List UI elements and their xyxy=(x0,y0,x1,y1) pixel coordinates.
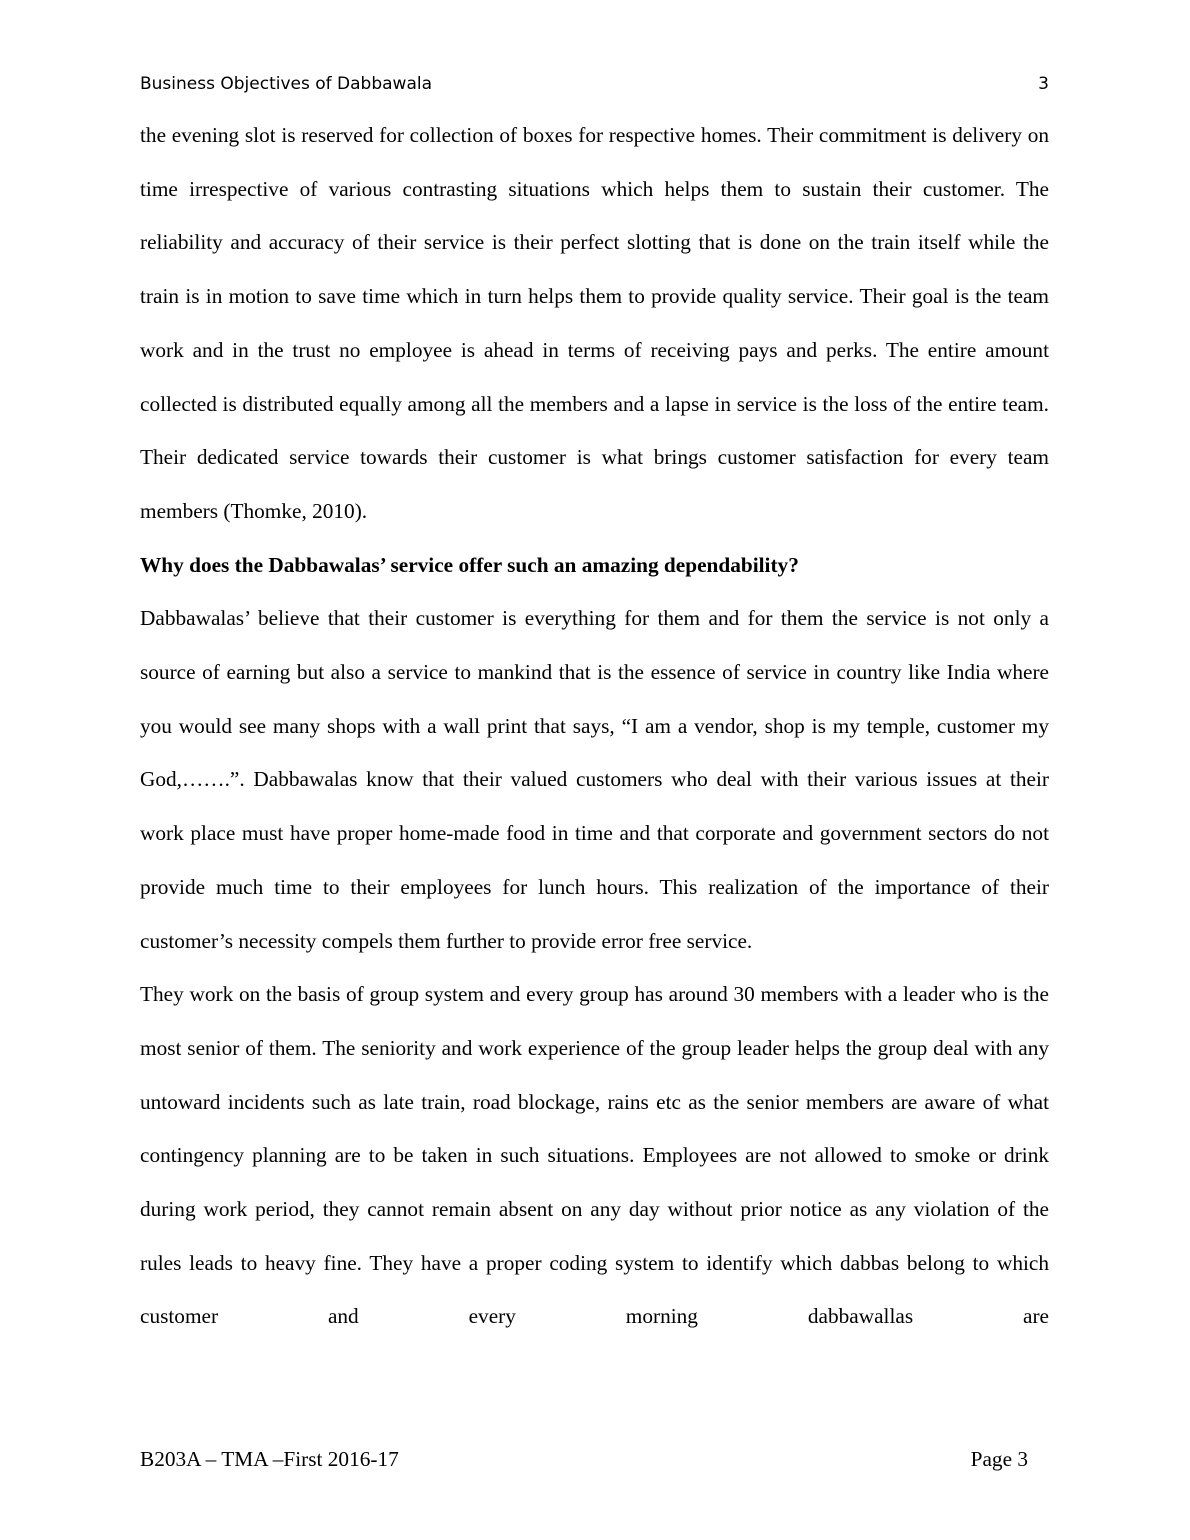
page-footer xyxy=(140,1446,1028,1472)
paragraph-customer-belief: Dabbawalas’ believe that their customer is everything for them and for them the service is not only a source of earning but also a service to mankind that is the essence of service in country like India where you would see many shops with a wall print that says, “I am a vendor, shop is my temple, customer my God,…….”. Dabbawalas know that their valued customers who deal with their various issues at their work place must have proper home-made food in time and that corporate and government sectors do not provide much time to their employees for lunch hours. This realization of the importance of their customer’s necessity compels them further to provide error free service. xyxy=(140,606,1049,953)
paragraph-evening-slot: the evening slot is reserved for collection of boxes for respective homes. Their commitment is delivery on time irrespective of various contrasting situations which helps them to sustain their customer. The reliability and accuracy of their service is their perfect slotting that is done on the train itself while the train is in motion to save time which in turn helps them to provide quality service. Their goal is the team work and in the trust no employee is ahead in terms of receiving pays and perks. The entire amount collected is distributed equally among all the members and a lapse in service is the loss of the entire team. Their dedicated service towards their customer is what brings customer satisfaction for every team members (Thomke, 2010). xyxy=(140,123,1049,523)
running-header-title: Business Objectives of Dabbawala xyxy=(140,74,432,94)
running-header-page-number: 3 xyxy=(1038,74,1049,94)
footer-page-label: Page 3 xyxy=(970,1447,1028,1471)
section-heading: Why does the Dabbawalas’ service offer such an amazing dependability? xyxy=(140,552,799,577)
document-body xyxy=(140,109,1049,1344)
running-header xyxy=(140,72,1049,96)
paragraph-group-system: They work on the basis of group system and every group has around 30 members with a leader who is the most senior of them. The seniority and work experience of the group leader helps the group deal with any untoward incidents such as late train, road blockage, rains etc as the senior members are aware of what contingency planning are to be taken in such situations. Employees are not allowed to smoke or drink during work period, they cannot remain absent on any day without prior notice as any violation of the rules leads to heavy fine. They have a proper coding system to identify which dabbas belong to which customer and every morning dabbawallas are xyxy=(140,982,1049,1329)
footer-course: B203A – TMA –First 2016-17 xyxy=(140,1447,399,1471)
